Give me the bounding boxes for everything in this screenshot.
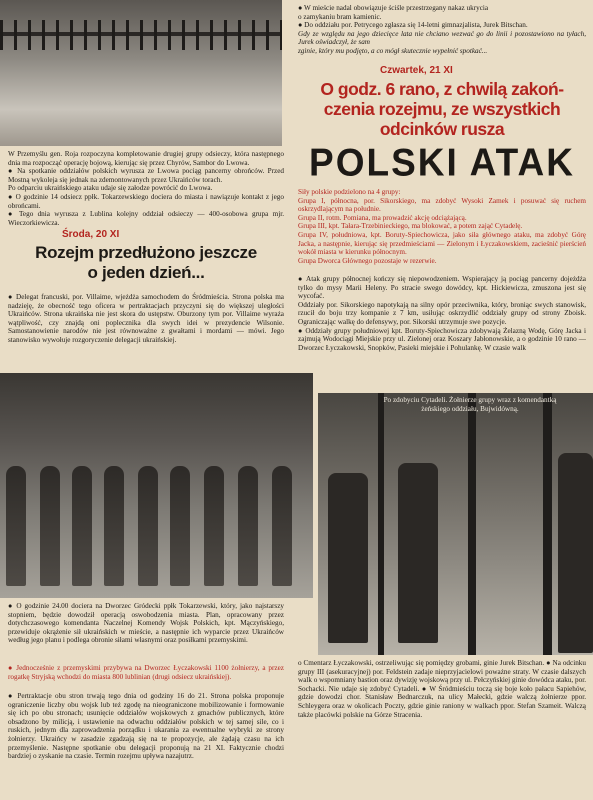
big-title: POLSKI ATAK (309, 140, 575, 184)
left-mid-text (8, 293, 284, 345)
left-top-text (8, 150, 284, 227)
red-left-block (8, 664, 284, 681)
left-headline-line-2: o jeden dzień... (87, 263, 205, 282)
right-headline-line-2: czenia rozejmu, ze wszystkich (323, 99, 561, 119)
bottom-left-block (8, 692, 284, 761)
soldier-caption-block (8, 602, 284, 645)
tree-trunk (378, 393, 384, 655)
left-mid-para: ● Delegat francuski, por. Villaime, wjeżdża samochodem do Śródmieścia. Strona polska ma nadzieję, że obecność tego oficera w pertraktacjach przyczyni się do większej uległości Ukraińców. Strona ukraińska nie jest skora do ustępstw. Oburzony tym por. Villaime wyraża wątpliwość, czy znajdą oni poplecznika dla swych idei w prezydencie Wilsonie. Samostanowienie narodów nie jest równoważne z gwałtami i mordami — mówi. Jego stanowisko wywołuje rozgoryczenie delegacji ukraińskiej. (8, 293, 284, 344)
soldier-figure (238, 466, 258, 586)
soldier-figure (40, 466, 60, 586)
red-block-line-5: Grupa IV, południowa, kpt. Boruty-Spiechowicza, jako siła głównego ataku, ma zdobyć Górę Jacka, a następnie, kierując się przedmieściami — Zielonym i Łyczakowskiem, zacieśnić pierścień wokół miasta w kierunku północnym. (298, 230, 586, 257)
left-para-3: Po odparciu ukraińskiego ataku udaje się załodze powrócić do Lwowa. (8, 184, 213, 193)
right-bullets (298, 275, 586, 352)
left-para-4: ● O godzinie 14 odsiecz ppłk. Tokarzewskiego dociera do miasta i nawiązuje kontakt z jego obrońcami. (8, 192, 284, 210)
left-headline-line-1: Rozejm przedłużono jeszcze (35, 243, 257, 262)
top-right-line-2: o zamykaniu bram kamienic. (298, 12, 382, 21)
right-headline (298, 79, 586, 139)
forest-photo (318, 393, 593, 655)
top-right-line-3: ● Do oddziału por. Petrycego zgłasza się 14-letni gimnazjalista, Jurek Bitschan. (298, 21, 528, 30)
top-right-line-1: ● W mieście nadal obowiązuje ściśle przestrzegany nakaz ukrycia (298, 4, 489, 12)
left-para-5: ● Tego dnia wyrusza z Lublina kolejny oddział odsieczy — 400-osobowa grupa mjr. Wieczorkiewicza. (8, 210, 284, 227)
figure (398, 463, 438, 643)
soldier-figure (272, 466, 292, 586)
right-bullet-1: ● Atak grupy północnej kończy się niepowodzeniem. Wspierający ją pociąg pancerny dojeżdża tylko do mysy Marii Heleny. Po stracie swego dowódcy, kpt. Hickiewicza, zmuszona jest się wycofać. (298, 275, 586, 301)
red-block-line-6: Grupa Dworca Głównego pozostaje w rezerwie. (298, 256, 437, 265)
tree-trunk (468, 393, 476, 655)
top-right-text (298, 4, 586, 56)
soldier-figure (204, 466, 224, 586)
top-right-line-4: Gdy ze względu na jego dziecięce lata nie chciano wezwać go do linii i pozostawiono na tyłach, Jurek oświadczył, że sam (298, 29, 586, 47)
red-left-para: ● Jednocześnie z przemyskimi przybywa na Dworzec Łyczakowski 1100 żołnierzy, a przez rogatkę Stryjską wchodzi do miasta 800 lublinian (drugi odsiecz ukraińskiej). (8, 664, 284, 681)
date-wednesday: Środa, 20 XI (62, 229, 120, 240)
tree-trunk (543, 393, 552, 655)
red-block-line-3: Grupa II, rotm. Pomiana, ma prowadzić akcję odciążającą. (298, 213, 467, 222)
soldiers-photo (0, 373, 313, 598)
left-para-1: W Przemyślu gen. Roja rozpoczyna kompletowanie drugiej grupy odsieczy, która następnego dnia ma rozpocząć operację bojową, kierując się przez Chyrów, Sambor do Lwowa. (8, 150, 284, 167)
left-headline (8, 243, 284, 283)
red-block-line-2: Grupa I, północna, por. Sikorskiego, ma zdobyć Wysoki Zamek i posuwać się ruchem oskrzydlającym na południe. (298, 196, 586, 214)
figure (328, 473, 368, 643)
right-bullet-2: Oddziały por. Sikorskiego napotykają na silny opór przeciwnika, który, broniąc swych stanowisk, rzucił do boju trzy kompanie z 7 km, usiłując oskrzydlić oddziały grupy od strony Zboisk. Ograniczając walkę do defensywy, por. Sikorski utrzymuje swe pozycje. (298, 300, 586, 326)
bottom-right-para: o Cmentarz Łyczakowski, ostrzeliwując się pomiędzy grobami, ginie Jurek Bitschan. ● Na odcinku grupy III (asekuracyjnej) por. Feldstein zadaje nieprzyjacielowi poważne straty. W czasie dalszych walk o wspomniany bastion oraz dywizję wojskową przy ul. Pełczyńskiej ginie dowódca ataku, por. Sochacki. Nie udaje się zdobyć Cytadeli. ● W Śródmieściu toczą się boje koło pałacu Sapiehów, gdzie dowodzi chor. Stanisław Bednarczuk, na ulicy Małecki, gdzie walczą żołnierze ppor. Schleygera oraz w okolicach Poczty, gdzie ginie raniony w walkach ppor. Stefan Szameit. Walczą także placówki polskie na Górze Stracenia. (298, 659, 586, 719)
bridge-silhouette (0, 20, 282, 50)
soldier-figure (72, 466, 92, 586)
soldier-figure (6, 466, 26, 586)
bottom-right-block (298, 659, 586, 719)
top-right-line-5: zginie, który mu podjęto, a co mógł skutecznie wypełnić spotkać... (298, 46, 488, 55)
bridge-photo (0, 0, 282, 146)
right-headline-line-3: odcinków rusza (379, 119, 505, 139)
soldier-caption: ● O godzinie 24.00 dociera na Dworzec Gródecki ppłk Tokarzewski, który, jako najstarszy stopniem, będzie dowodził operacją oswobodzenia miasta. Plan, opracowany przez dotychczasowego komendanta Naczelnej Komendy Wojsk Polskich, kpt. Mączyńskiego, przewiduje okrążenie sił ukraińskich w mieście, a następnie ich wyparcie przez Ukraińców według jego planu i podlega obronie siłami własnymi oraz posiłkami przemyskimi. (8, 602, 284, 645)
forest-caption: Po zdobyciu Cytadeli. Żołnierze grupy wraz z komendantką żeńskiego oddziału, Bujwidówną. (383, 396, 557, 413)
figure (558, 453, 593, 653)
bottom-left-para: ● Pertraktacje obu stron trwają tego dnia od godziny 16 do 21. Strona polska proponuje ograniczenie liczby obu wojsk lub też zgodę na nieograniczone mobilizowanie i formowanie się ich po obu stronach; usunięcie oddziałów wojskowych z gmachów publicznych, które obsadzono by milicją, i ustawienie na odwachu oddziałów polskich w tej samej sile, co i ruskich, jednym dla zaprowadzenia porządku i ukarania za ewentualne wybryki ze strony żołnierzy. Ukraińcy w zasadzie zgadzają się na te propozycje, ale żądają czasu na ich przemyślenie. Następne spotkanie obu delegacji proponują na 21 XI. Faktycznie chodzi bardziej o zyskanie na czasie. Termin rozejmu upływa nazajutrz. (8, 692, 284, 761)
left-para-2: ● Na spotkanie oddziałów polskich wyrusza ze Lwowa pociąg pancerny obrońców. Przed Mostną wykoleja się jednak na zdemontowanych przez Ukraińców torach. (8, 167, 284, 184)
right-bullet-3: ● Oddziały grupy południowej kpt. Boruty-Spiechowicza zdobywają Żelazną Wodę, Górę Jacka i zajmują Wodociągi Miejskie przy ul. Zielonej oraz Koszary Jabłonowskie, a o godzinie 10 rano — Dworzec Łyczakowski, Snopków, Pasieki miejskie i Pohulankę. W czasie walk (298, 326, 586, 352)
soldier-figure (104, 466, 124, 586)
soldier-figure (170, 466, 190, 586)
soldier-figure (138, 466, 158, 586)
date-thursday: Czwartek, 21 XI (380, 65, 453, 76)
red-block-line-4: Grupa III, kpt. Tałara-Trzebinieckiego, ma blokować, a potem zająć Cytadelę. (298, 222, 523, 231)
right-headline-line-1: O godz. 6 rano, z chwilą zakoń- (320, 79, 564, 99)
red-block (298, 188, 586, 265)
red-block-line-1: Siły polskie podzielono na 4 grupy: (298, 188, 401, 196)
